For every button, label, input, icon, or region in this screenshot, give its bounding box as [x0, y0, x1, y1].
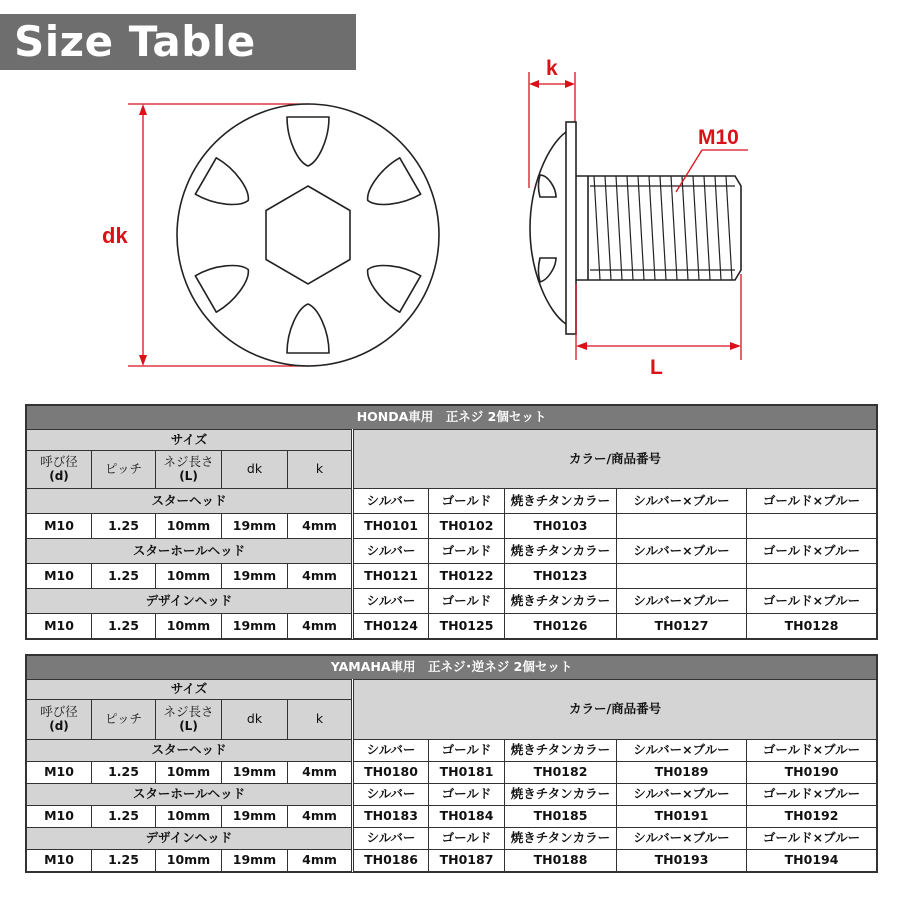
product-code: TH0183 — [353, 806, 429, 828]
color-code-header: カラー/商品番号 — [353, 430, 877, 489]
color-label: 焼きチタンカラー — [505, 539, 617, 564]
color-code-header: カラー/商品番号 — [353, 680, 877, 740]
product-code: TH0189 — [617, 762, 747, 784]
size-cell: M10 — [27, 614, 92, 639]
color-label: ゴールド — [429, 828, 505, 850]
color-label: ゴールド — [429, 589, 505, 614]
size-cell: 4mm — [288, 614, 353, 639]
length-header: ネジ長さ (L) — [156, 451, 222, 489]
thread-lines — [590, 176, 735, 280]
product-code — [617, 514, 747, 539]
table-title: YAMAHA車用 正ネジ･逆ネジ 2個セット — [27, 656, 877, 680]
product-code: TH0181 — [429, 762, 505, 784]
color-label: シルバー×ブルー — [617, 828, 747, 850]
product-code: TH0182 — [505, 762, 617, 784]
product-code: TH0185 — [505, 806, 617, 828]
product-code: TH0128 — [747, 614, 877, 639]
color-label: シルバー×ブルー — [617, 539, 747, 564]
page-title: Size Table — [0, 14, 356, 70]
size-cell: 19mm — [222, 514, 288, 539]
k-header: k — [288, 451, 353, 489]
color-label: ゴールド×ブルー — [747, 784, 877, 806]
nominal-header: 呼び径 (d) — [27, 451, 92, 489]
product-code: TH0124 — [353, 614, 429, 639]
size-cell: 10mm — [156, 614, 222, 639]
size-cell: M10 — [27, 514, 92, 539]
dk-header: dk — [222, 451, 288, 489]
color-label: ゴールド×ブルー — [747, 740, 877, 762]
color-label: 焼きチタンカラー — [505, 784, 617, 806]
size-cell: 1.25 — [92, 806, 156, 828]
size-cell: 10mm — [156, 850, 222, 872]
product-code: TH0188 — [505, 850, 617, 872]
color-label: シルバー×ブルー — [617, 740, 747, 762]
product-code: TH0102 — [429, 514, 505, 539]
color-label: シルバー — [353, 784, 429, 806]
color-label: シルバー×ブルー — [617, 489, 747, 514]
color-label: 焼きチタンカラー — [505, 740, 617, 762]
color-label: シルバー — [353, 828, 429, 850]
product-code: TH0127 — [617, 614, 747, 639]
color-label: シルバー — [353, 740, 429, 762]
size-cell: 4mm — [288, 762, 353, 784]
bolt-head-front-view — [177, 104, 439, 366]
section-header: スターホールヘッド — [27, 784, 353, 806]
size-cell: 1.25 — [92, 850, 156, 872]
size-cell: 19mm — [222, 762, 288, 784]
size-cell: 10mm — [156, 806, 222, 828]
size-cell: 19mm — [222, 850, 288, 872]
product-code: TH0193 — [617, 850, 747, 872]
dk-label: dk — [102, 223, 128, 248]
size-cell: M10 — [27, 564, 92, 589]
product-code: TH0191 — [617, 806, 747, 828]
k-header: k — [288, 700, 353, 740]
size-cell: 19mm — [222, 806, 288, 828]
color-label: ゴールド — [429, 539, 505, 564]
size-cell: 10mm — [156, 564, 222, 589]
color-label: シルバー — [353, 539, 429, 564]
color-label: ゴールド — [429, 740, 505, 762]
product-code: TH0121 — [353, 564, 429, 589]
color-label: ゴールド×ブルー — [747, 828, 877, 850]
section-header: スターヘッド — [27, 489, 353, 514]
product-code — [617, 564, 747, 589]
size-cell: M10 — [27, 762, 92, 784]
color-label: 焼きチタンカラー — [505, 828, 617, 850]
product-code: TH0122 — [429, 564, 505, 589]
nominal-header: 呼び径 (d) — [27, 700, 92, 740]
size-header: サイズ — [27, 430, 353, 451]
product-code: TH0180 — [353, 762, 429, 784]
product-code: TH0184 — [429, 806, 505, 828]
section-header: スターホールヘッド — [27, 539, 353, 564]
product-code: TH0126 — [505, 614, 617, 639]
size-cell: 10mm — [156, 762, 222, 784]
product-code — [747, 514, 877, 539]
color-label: 焼きチタンカラー — [505, 489, 617, 514]
dk-header: dk — [222, 700, 288, 740]
section-header: デザインヘッド — [27, 589, 353, 614]
color-label: 焼きチタンカラー — [505, 589, 617, 614]
size-header: サイズ — [27, 680, 353, 700]
pitch-header: ピッチ — [92, 700, 156, 740]
color-label: ゴールド — [429, 784, 505, 806]
size-cell: 4mm — [288, 564, 353, 589]
bolt-side-view — [530, 122, 741, 334]
product-code: TH0187 — [429, 850, 505, 872]
k-dimension — [529, 72, 575, 188]
yamaha-size-table — [26, 655, 877, 872]
product-code: TH0101 — [353, 514, 429, 539]
length-header: ネジ長さ (L) — [156, 700, 222, 740]
product-code — [747, 564, 877, 589]
product-code: TH0125 — [429, 614, 505, 639]
product-code: TH0186 — [353, 850, 429, 872]
thread-size-label: M10 — [698, 126, 739, 149]
color-label: シルバー×ブルー — [617, 784, 747, 806]
size-cell: 19mm — [222, 614, 288, 639]
product-code: TH0103 — [505, 514, 617, 539]
star-cutout — [287, 117, 329, 166]
honda-size-table — [26, 405, 877, 639]
size-cell: 1.25 — [92, 614, 156, 639]
size-cell: 4mm — [288, 514, 353, 539]
product-code: TH0194 — [747, 850, 877, 872]
section-header: スターヘッド — [27, 740, 353, 762]
size-cell: 4mm — [288, 806, 353, 828]
color-label: ゴールド×ブルー — [747, 589, 877, 614]
k-label: k — [546, 57, 558, 80]
bolt-diagram — [0, 0, 900, 400]
product-code: TH0123 — [505, 564, 617, 589]
size-cell: 1.25 — [92, 564, 156, 589]
product-code: TH0192 — [747, 806, 877, 828]
size-cell: 19mm — [222, 564, 288, 589]
product-code: TH0190 — [747, 762, 877, 784]
color-label: ゴールド×ブルー — [747, 489, 877, 514]
size-cell: M10 — [27, 850, 92, 872]
color-label: シルバー×ブルー — [617, 589, 747, 614]
pitch-header: ピッチ — [92, 451, 156, 489]
size-cell: 10mm — [156, 514, 222, 539]
length-dimension — [576, 274, 741, 360]
color-label: ゴールド×ブルー — [747, 539, 877, 564]
color-label: ゴールド — [429, 489, 505, 514]
size-cell: 1.25 — [92, 762, 156, 784]
dk-dimension — [128, 104, 310, 366]
table-title: HONDA車用 正ネジ 2個セット — [27, 406, 877, 430]
color-label: シルバー — [353, 489, 429, 514]
size-cell: 4mm — [288, 850, 353, 872]
size-cell: 1.25 — [92, 514, 156, 539]
size-cell: M10 — [27, 806, 92, 828]
color-label: シルバー — [353, 589, 429, 614]
section-header: デザインヘッド — [27, 828, 353, 850]
length-label: L — [650, 356, 663, 379]
